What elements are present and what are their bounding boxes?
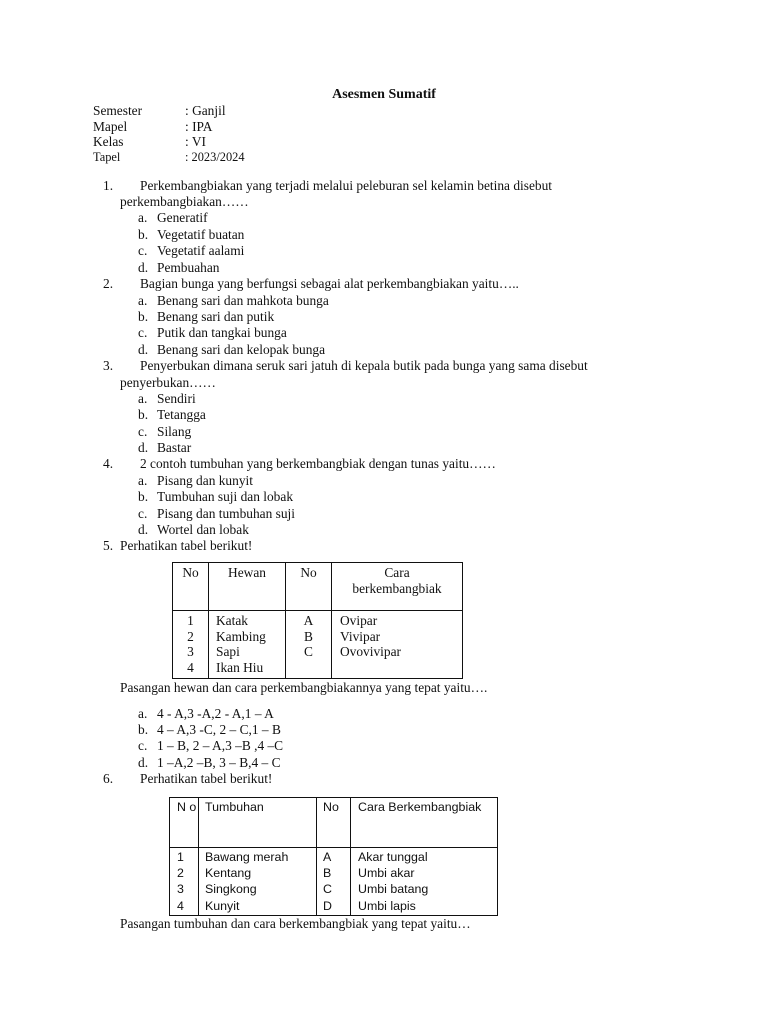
cell-animal: Sapi [216, 644, 240, 659]
option-text: Benang sari dan mahkota bunga [157, 293, 329, 308]
cell-number: 2 [187, 628, 194, 644]
table-header-row [173, 563, 463, 611]
option-letter: c. [138, 424, 148, 439]
option-letter: b. [138, 722, 149, 737]
option-letter: a. [138, 706, 148, 721]
cell-method: Vivipar [340, 628, 381, 644]
table-header-no: No [173, 563, 209, 611]
option-text: Pisang dan kunyit [157, 473, 253, 488]
cell-number: 4 [187, 659, 194, 675]
question-number: 4. [103, 456, 114, 471]
option-text: Putik dan tangkai bunga [157, 325, 287, 340]
option-text: Wortel dan lobak [157, 522, 249, 537]
question-followup: Pasangan tumbuhan dan cara berkembangbiak yang tepat yaitu… [120, 916, 471, 931]
table-cell-letters [286, 611, 332, 679]
option-text: Pisang dan tumbuhan suji [157, 506, 295, 521]
option-letter: c. [138, 243, 148, 258]
table-cell-methods [332, 611, 463, 679]
cell-letter: D [323, 898, 332, 913]
option-letter: d. [138, 260, 149, 275]
question-followup: Pasangan hewan dan cara perkembangbiakannya yang tepat yaitu…. [120, 680, 488, 695]
option-text: Tetangga [157, 407, 206, 422]
option-letter: d. [138, 342, 149, 357]
semester-value: : Ganjil [185, 103, 226, 118]
cell-method: Umbi batang [358, 882, 429, 897]
option-letter: d. [138, 522, 149, 537]
table-cell-animals [209, 611, 286, 679]
option-text: Silang [157, 424, 192, 439]
table-header-cara: Cara berkembangbiak [332, 563, 463, 611]
semester-label: Semester [93, 103, 143, 118]
question-text: Perhatikan tabel berikut! [120, 538, 253, 553]
cell-method: Akar tunggal [358, 850, 428, 864]
kelas-label: Kelas [93, 134, 124, 149]
cell-letter: B [323, 866, 332, 881]
option-letter: a. [138, 293, 148, 308]
table-header-hewan: Hewan [209, 563, 286, 611]
cell-method: Umbi lapis [358, 898, 416, 913]
option-text: Benang sari dan putik [157, 309, 275, 324]
option-letter: a. [138, 210, 148, 225]
table-cell-numbers [173, 611, 209, 679]
option-text: 1 – B, 2 – A,3 –B ,4 –C [157, 738, 284, 753]
table-cell-plants [199, 848, 317, 916]
option-letter: c. [138, 325, 148, 340]
option-text: 4 – A,3 -C, 2 – C,1 – B [157, 722, 281, 737]
cell-number: 1 [177, 850, 184, 864]
animal-table [172, 562, 463, 679]
table-header-no: N o [170, 798, 199, 848]
table-header-cara: Cara Berkembangbiak [351, 798, 498, 848]
mapel-label: Mapel [93, 119, 128, 134]
table-row [173, 611, 463, 679]
cell-plant: Kunyit [205, 898, 240, 913]
question-number: 6. [103, 771, 114, 786]
question-number: 1. [103, 178, 114, 193]
cell-letter: C [304, 644, 313, 659]
kelas-value: : VI [185, 134, 206, 149]
tapel-label: Tapel [93, 150, 121, 164]
question-text: Bagian bunga yang berfungsi sebagai alat perkembangbiakan yaitu….. [140, 276, 519, 291]
cell-plant: Kentang [205, 866, 252, 881]
cell-letter: B [304, 628, 313, 644]
table-header-tumbuhan: Tumbuhan [199, 798, 317, 848]
option-text: Vegetatif buatan [157, 227, 245, 242]
cell-number: 3 [177, 882, 184, 897]
cell-method: Umbi akar [358, 866, 415, 881]
table-header-row [170, 798, 498, 848]
table-cell-letters [317, 848, 351, 916]
table-cell-methods [351, 848, 498, 916]
plant-table [169, 797, 498, 916]
cell-number: 2 [177, 866, 184, 881]
mapel-value: : IPA [185, 119, 213, 134]
question-text: Penyerbukan dimana seruk sari jatuh di kepala butik pada bunga yang sama disebut [140, 358, 588, 373]
question-number: 5. [103, 538, 114, 553]
question-text: Perkembangbiakan yang terjadi melalui peleburan sel kelamin betina disebut [140, 178, 552, 193]
question-text-continued: perkembangbiakan…… [120, 194, 249, 209]
cell-animal: Ikan Hiu [216, 659, 264, 675]
option-letter: d. [138, 440, 149, 455]
cell-animal: Katak [216, 613, 248, 628]
option-letter: b. [138, 309, 149, 324]
option-letter: a. [138, 391, 148, 406]
option-text: 4 - A,3 -A,2 - A,1 – A [157, 706, 274, 721]
question-number: 3. [103, 358, 114, 373]
question-number: 2. [103, 276, 114, 291]
cell-method: Ovipar [340, 613, 378, 628]
option-letter: b. [138, 407, 149, 422]
option-text: Generatif [157, 210, 208, 225]
cell-number: 1 [187, 613, 194, 628]
question-text: 2 contoh tumbuhan yang berkembangbiak dengan tunas yaitu…… [140, 456, 496, 471]
question-text-continued: penyerbukan…… [120, 375, 216, 390]
cell-number: 3 [187, 644, 194, 659]
cell-letter: C [323, 882, 332, 897]
tapel-value: : 2023/2024 [185, 150, 245, 164]
option-letter: c. [138, 506, 148, 521]
option-text: Vegetatif aalami [157, 243, 245, 258]
option-text: Sendiri [157, 391, 196, 406]
table-header-no-2: No [286, 563, 332, 611]
table-header-no-2: No [317, 798, 351, 848]
table-row [170, 848, 498, 916]
option-letter: b. [138, 489, 149, 504]
cell-plant: Bawang merah [205, 850, 289, 864]
option-text: Pembuahan [157, 260, 220, 275]
option-letter: b. [138, 227, 149, 242]
option-letter: d. [138, 755, 149, 770]
option-text: 1 –A,2 –B, 3 – B,4 – C [157, 755, 281, 770]
option-text: Bastar [157, 440, 192, 455]
cell-animal: Kambing [216, 628, 266, 644]
option-letter: a. [138, 473, 148, 488]
option-letter: c. [138, 738, 148, 753]
option-text: Benang sari dan kelopak bunga [157, 342, 326, 357]
page-title: Asesmen Sumatif [332, 87, 436, 102]
cell-number: 4 [177, 898, 184, 913]
cell-letter: A [303, 613, 314, 628]
cell-method: Ovovivipar [340, 644, 401, 659]
option-text: Tumbuhan suji dan lobak [157, 489, 294, 504]
question-text: Perhatikan tabel berikut! [140, 771, 273, 786]
cell-letter: A [323, 850, 332, 864]
cell-plant: Singkong [205, 882, 257, 897]
table-cell-numbers [170, 848, 199, 916]
